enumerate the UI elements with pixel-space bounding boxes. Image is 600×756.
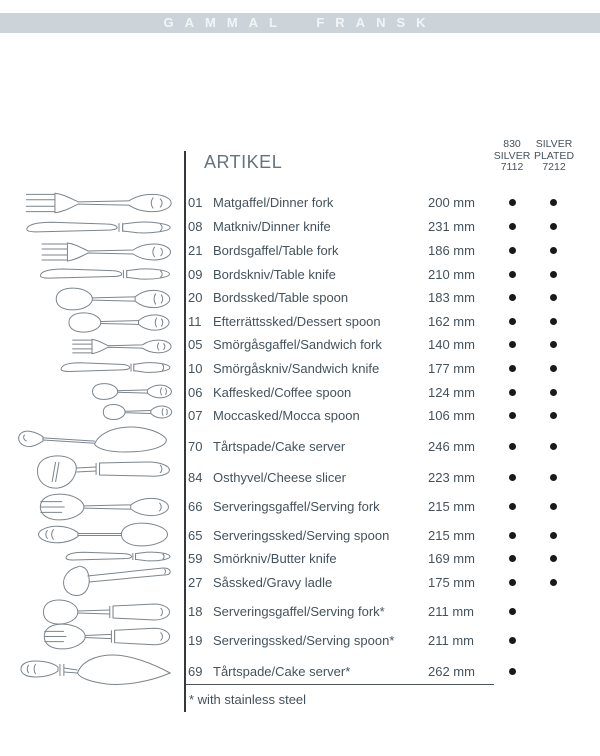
item-length: 215 mm: [428, 499, 475, 514]
dot-830-silver: [509, 247, 516, 254]
dot-830-silver: [509, 555, 516, 562]
item-length: 200 mm: [428, 195, 475, 210]
item-length: 186 mm: [428, 243, 475, 258]
table-spoon-illustration: [54, 286, 172, 312]
item-number: 19: [188, 633, 203, 648]
column-header-line: PLATED: [533, 149, 575, 162]
column-header-line: 830: [503, 138, 521, 150]
table-knife-illustration: [38, 264, 172, 284]
table-row: [188, 290, 588, 306]
dot-silver-plated: [550, 389, 557, 396]
dot-830-silver: [509, 294, 516, 301]
column-header-line: 7112: [500, 161, 524, 173]
item-number: 08: [188, 219, 203, 234]
item-length: 211 mm: [428, 604, 474, 619]
dot-830-silver: [509, 503, 516, 510]
item-length: 262 mm: [428, 664, 475, 679]
table-row: [188, 219, 588, 235]
column-header-silver-plated: [527, 139, 581, 174]
table-row: [188, 337, 588, 353]
cake-server-illustration: [16, 424, 170, 456]
cheese-slicer-illustration: [34, 453, 172, 491]
dot-silver-plated: [550, 503, 557, 510]
dot-silver-plated: [550, 199, 557, 206]
item-length: 211 mm: [428, 633, 474, 648]
table-row: [188, 408, 588, 424]
item-name: Såssked/Gravy ladle: [213, 575, 333, 590]
item-name: Serveringssked/Serving spoon*: [213, 633, 395, 648]
item-number: 11: [188, 314, 202, 329]
sandwich-knife-illustration: [59, 358, 172, 377]
dot-830-silver: [509, 389, 516, 396]
item-number: 10: [188, 361, 203, 376]
dot-830-silver: [509, 365, 516, 372]
item-number: 18: [188, 604, 203, 619]
item-name: Bordssked/Table spoon: [213, 290, 349, 305]
dot-830-silver: [509, 318, 516, 325]
item-name: Smörkniv/Butter knife: [213, 551, 337, 566]
item-name: Moccasked/Mocca spoon: [213, 408, 360, 423]
table-row: [188, 499, 588, 515]
column-header-line: SILVER: [535, 138, 573, 150]
table-row: [188, 385, 588, 401]
item-name: Serveringsgaffel/Serving fork*: [213, 604, 385, 619]
item-length: 223 mm: [428, 470, 475, 485]
dot-silver-plated: [550, 271, 557, 278]
dot-830-silver: [509, 608, 516, 615]
item-name: Bordsgaffel/Table fork: [213, 243, 339, 258]
table-row: [188, 575, 588, 591]
table-row: [188, 470, 588, 486]
dot-silver-plated: [550, 532, 557, 539]
dot-830-silver: [509, 223, 516, 230]
item-length: 162 mm: [428, 314, 475, 329]
series-banner: [0, 13, 600, 33]
column-header-line: 7212: [542, 161, 566, 173]
dinner-knife-illustration: [24, 217, 173, 238]
series-title: GAMMAL FRANSK: [163, 15, 437, 30]
cake-server-star-illustration: [19, 652, 175, 692]
dot-silver-plated: [550, 294, 557, 301]
item-number: 84: [188, 470, 203, 485]
table-row: [188, 551, 588, 567]
item-name: Osthyvel/Cheese slicer: [213, 470, 346, 485]
item-number: 20: [188, 290, 203, 305]
butter-knife-illustration: [64, 548, 172, 565]
table-row: [188, 604, 588, 620]
item-name: Serveringsgaffel/Serving fork: [213, 499, 380, 514]
table-left-rule: [184, 151, 186, 712]
dinner-fork-illustration: [24, 190, 174, 216]
item-number: 70: [188, 439, 203, 454]
dot-830-silver: [509, 443, 516, 450]
table-row: [188, 361, 588, 377]
item-length: 177 mm: [428, 361, 475, 376]
coffee-spoon-illustration: [91, 382, 173, 401]
table-row: [188, 243, 588, 259]
item-name: Tårtspade/Cake server: [213, 439, 346, 454]
footnote-rule: [186, 684, 494, 685]
item-length: 106 mm: [428, 408, 475, 423]
item-name: Matgaffel/Dinner fork: [213, 195, 334, 210]
serving-fork-illustration: [37, 492, 171, 522]
item-number: 59: [188, 551, 203, 566]
dessert-spoon-illustration: [67, 311, 171, 334]
dot-830-silver: [509, 668, 516, 675]
item-number: 09: [188, 267, 203, 282]
item-number: 05: [188, 337, 203, 352]
item-length: 210 mm: [428, 267, 475, 282]
dot-830-silver: [509, 341, 516, 348]
item-number: 66: [188, 499, 203, 514]
item-number: 27: [188, 575, 203, 590]
dot-silver-plated: [550, 412, 557, 419]
sandwich-fork-illustration: [71, 337, 173, 356]
dot-830-silver: [509, 271, 516, 278]
item-length: 140 mm: [428, 337, 475, 352]
item-length: 183 mm: [428, 290, 475, 305]
item-name: Matkniv/Dinner knife: [213, 219, 331, 234]
serving-spoon-illustration: [36, 520, 170, 549]
dot-830-silver: [509, 532, 516, 539]
dot-830-silver: [509, 579, 516, 586]
dot-830-silver: [509, 412, 516, 419]
dot-silver-plated: [550, 579, 557, 586]
dot-830-silver: [509, 637, 516, 644]
item-number: 06: [188, 385, 203, 400]
item-name: Efterrättssked/Dessert spoon: [213, 314, 381, 329]
item-number: 69: [188, 664, 203, 679]
item-length: 246 mm: [428, 439, 475, 454]
item-number: 07: [188, 408, 203, 423]
item-length: 231 mm: [428, 219, 475, 234]
item-name: Kaffesked/Coffee spoon: [213, 385, 352, 400]
table-title: ARTIKEL: [204, 152, 283, 172]
dot-silver-plated: [550, 443, 557, 450]
dot-silver-plated: [550, 365, 557, 372]
item-name: Smörgåskniv/Sandwich knife: [213, 361, 380, 376]
dot-silver-plated: [550, 247, 557, 254]
table-row: [188, 528, 588, 544]
item-name: Smörgåsgaffel/Sandwich fork: [213, 337, 382, 352]
mocca-spoon-illustration: [102, 403, 173, 421]
dot-silver-plated: [550, 341, 557, 348]
item-length: 124 mm: [428, 385, 475, 400]
table-row: [188, 267, 588, 283]
item-length: 175 mm: [428, 575, 475, 590]
dot-silver-plated: [550, 555, 557, 562]
table-row: [188, 314, 588, 330]
footnote: * with stainless steel: [189, 692, 307, 707]
gravy-ladle-illustration: [58, 564, 173, 598]
item-number: 21: [188, 243, 203, 258]
item-length: 215 mm: [428, 528, 475, 543]
table-row: [188, 195, 588, 211]
item-name: Serveringssked/Serving spoon: [213, 528, 390, 543]
table-row: [188, 439, 588, 455]
item-number: 01: [188, 195, 203, 210]
column-header-line: SILVER: [493, 149, 531, 162]
dot-silver-plated: [550, 223, 557, 230]
serving-fork-star-illustration: [41, 621, 172, 652]
dot-silver-plated: [550, 318, 557, 325]
dot-silver-plated: [550, 474, 557, 481]
item-length: 169 mm: [428, 551, 475, 566]
item-name: Tårtspade/Cake server*: [213, 664, 351, 679]
table-row: [188, 664, 588, 680]
item-name: Bordskniv/Table knife: [213, 267, 336, 282]
table-row: [188, 633, 588, 649]
table-fork-illustration: [40, 240, 173, 264]
dot-830-silver: [509, 199, 516, 206]
dot-830-silver: [509, 474, 516, 481]
item-number: 65: [188, 528, 203, 543]
